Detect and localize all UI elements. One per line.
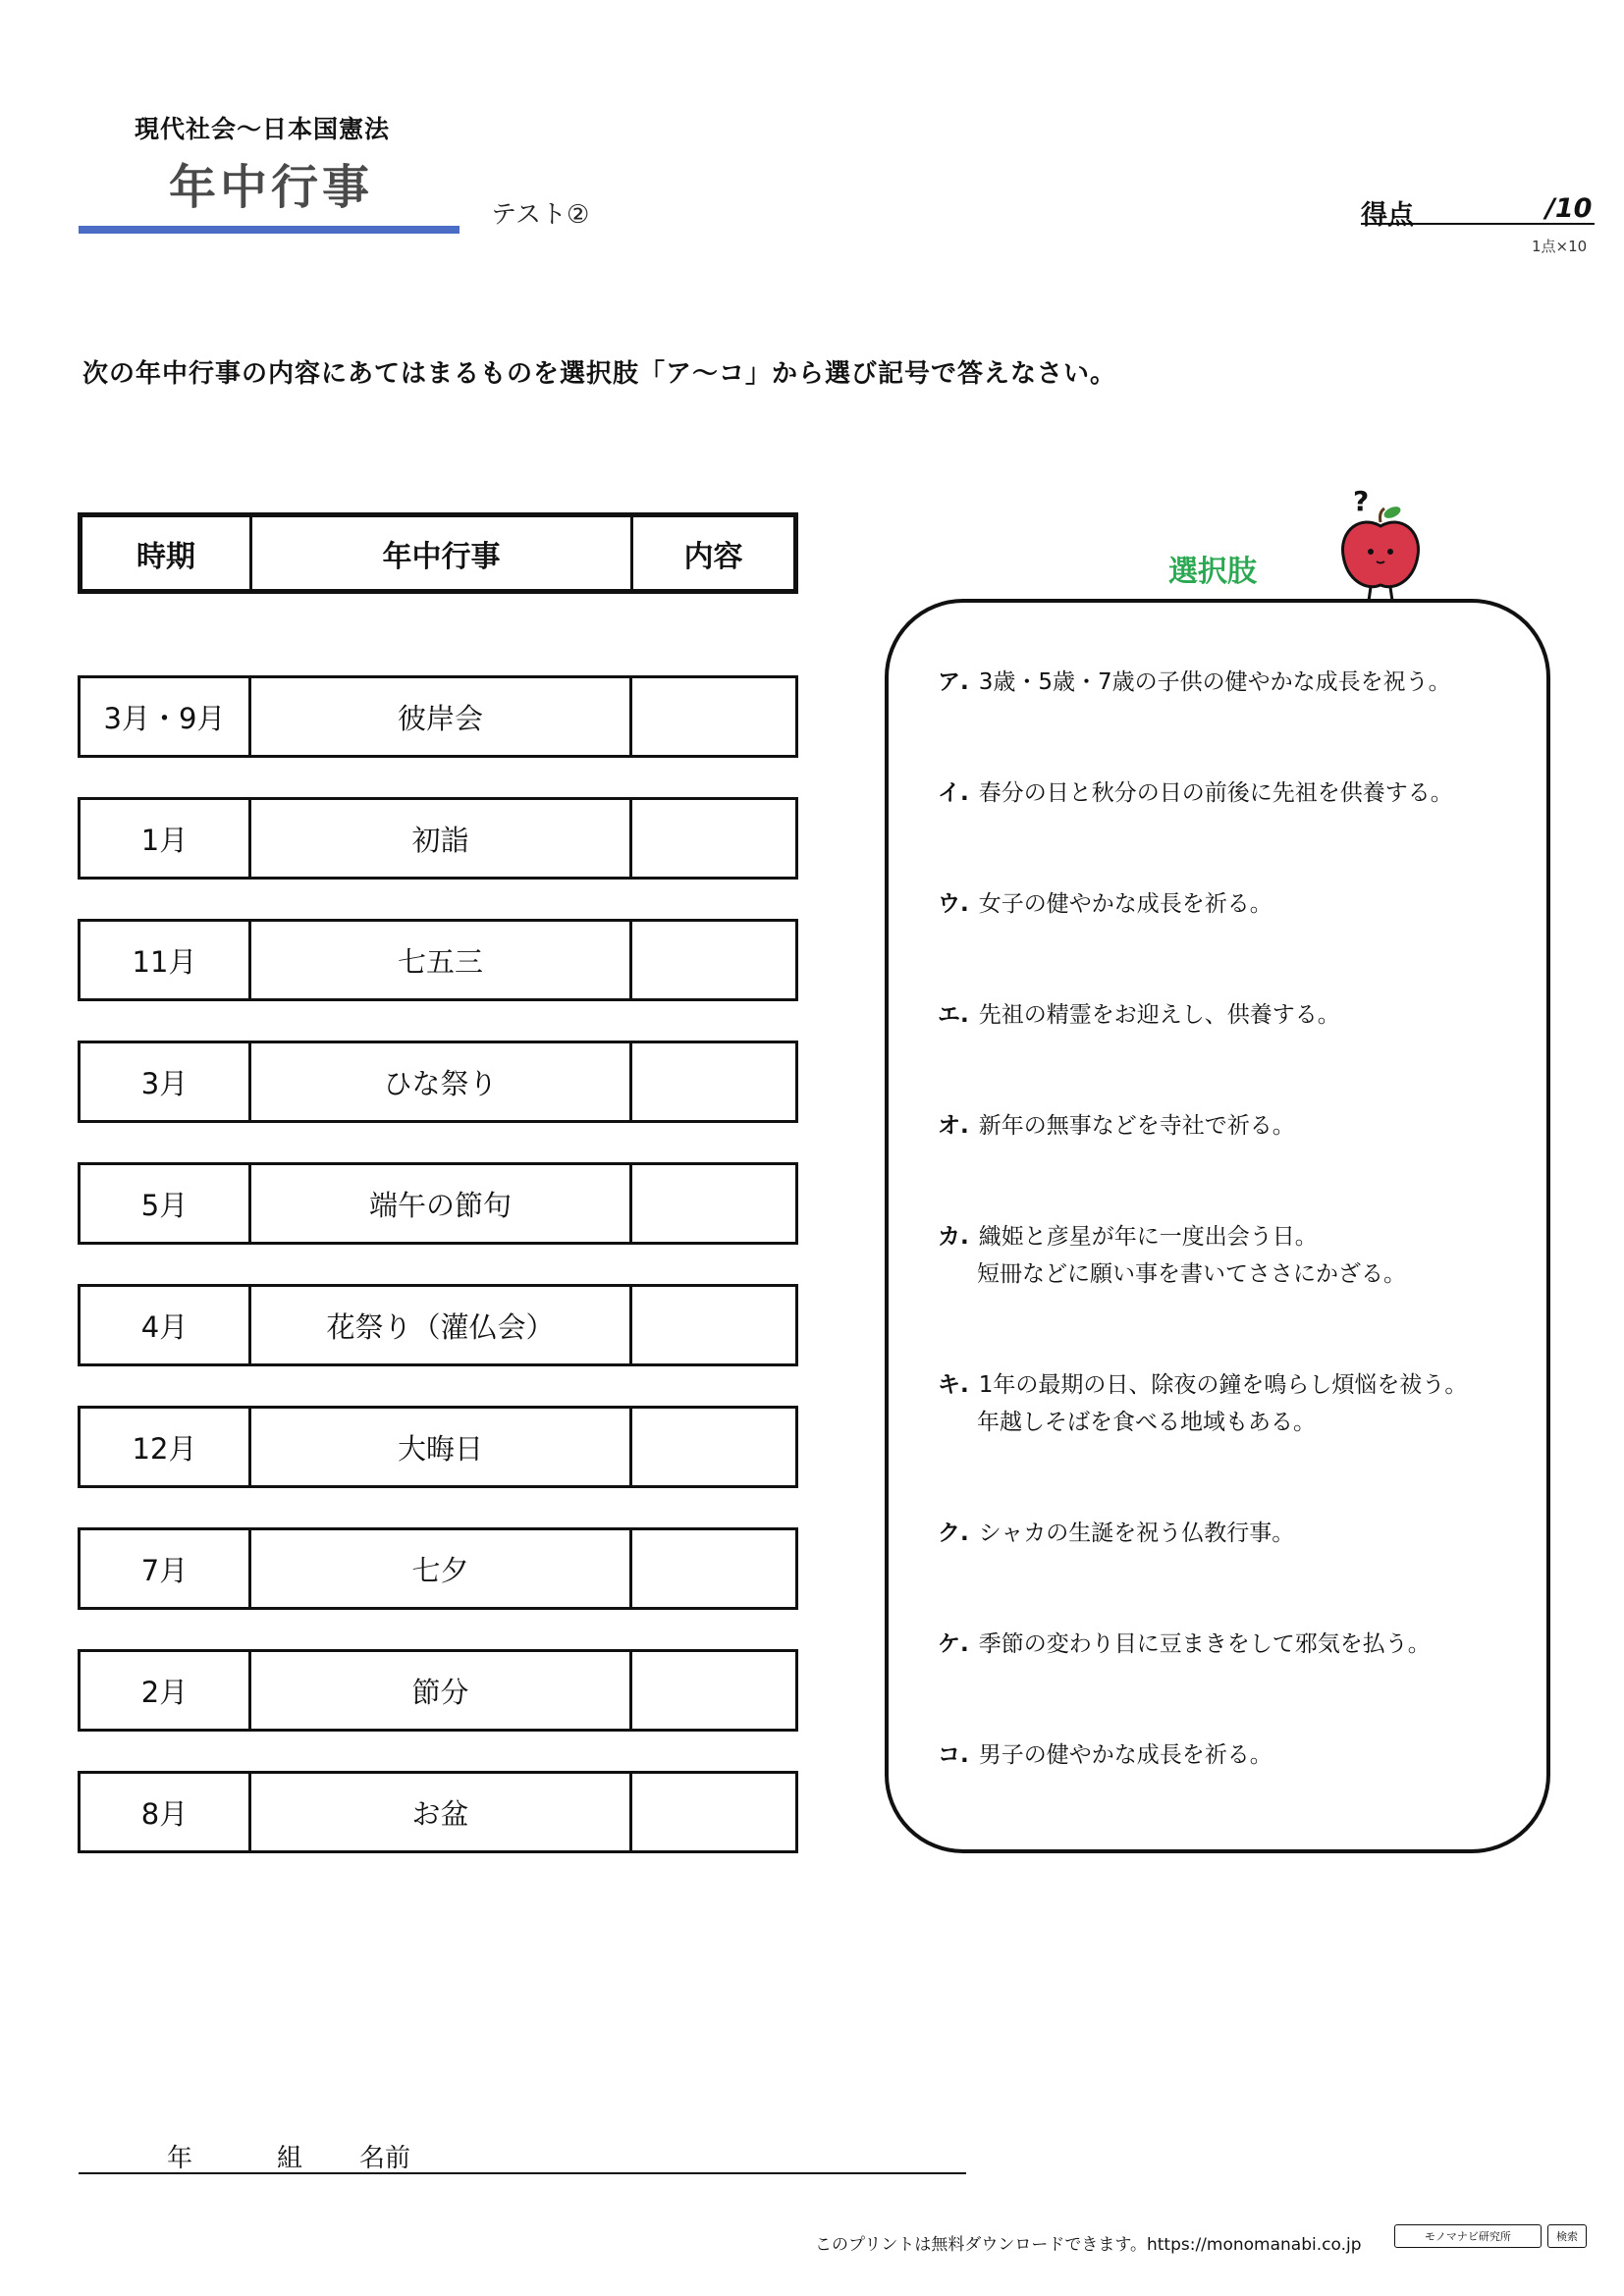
name-line <box>79 2172 966 2174</box>
choice-item <box>938 664 1451 701</box>
page-title: 年中行事 <box>169 160 374 215</box>
header-period: 時期 <box>82 517 252 589</box>
row-period: 2月 <box>81 1652 251 1729</box>
row-answer-box[interactable] <box>632 1409 795 1485</box>
choice-item <box>938 1515 1294 1552</box>
choice-text: 3歳・5歳・7歳の子供の健やかな成長を祝う。 <box>978 669 1451 695</box>
row-answer-box[interactable] <box>632 1165 795 1242</box>
choice-key: ア. <box>938 669 969 695</box>
year-label: 年 <box>167 2144 193 2173</box>
choice-item <box>938 1736 1272 1774</box>
header-answer: 内容 <box>683 539 743 574</box>
table-row <box>78 1527 798 1610</box>
name-label: 名前 <box>359 2144 411 2173</box>
table-row <box>78 797 798 880</box>
row-event: 初詣 <box>251 800 632 877</box>
choices-title: 選択肢 <box>1168 555 1257 589</box>
row-event: 節分 <box>251 1652 632 1729</box>
choice-item <box>938 774 1453 812</box>
row-period: 7月 <box>81 1530 251 1607</box>
choice-item <box>938 1366 1467 1441</box>
choice-text: 春分の日と秋分の日の前後に先祖を供養する。 <box>978 780 1453 806</box>
row-answer-box[interactable] <box>632 678 795 755</box>
title-underline <box>79 226 460 234</box>
table-row <box>78 675 798 758</box>
choice-text: 織姫と彦星が年に一度出会う日。 <box>978 1224 1318 1250</box>
table-row <box>78 1649 798 1732</box>
subject-label: 現代社会〜日本国憲法 <box>135 115 391 143</box>
row-period: 5月 <box>81 1165 251 1242</box>
choice-item <box>938 996 1340 1034</box>
lab-search-box: モノマナビ研究所 <box>1394 2224 1542 2248</box>
choice-item <box>938 885 1272 923</box>
table-row <box>78 1284 798 1366</box>
class-label: 組 <box>277 2144 303 2173</box>
choice-key: ケ. <box>938 1631 969 1657</box>
row-period: 3月・9月 <box>81 678 251 755</box>
header-event: 年中行事 <box>252 517 633 589</box>
choice-key: キ. <box>938 1372 969 1398</box>
print-note: このプリントは無料ダウンロードできます。https://monomanabi.co.jp <box>815 2235 1362 2255</box>
row-answer-box[interactable] <box>632 1287 795 1363</box>
row-answer-box[interactable] <box>632 1043 795 1120</box>
row-period: 1月 <box>81 800 251 877</box>
row-event: 端午の節句 <box>251 1165 632 1242</box>
choice-key: コ. <box>938 1742 969 1768</box>
choice-key: カ. <box>938 1224 969 1250</box>
choice-key: イ. <box>938 780 969 806</box>
choice-text-line2: 短冊などに願い事を書いてささにかざる。 <box>977 1261 1406 1287</box>
svg-text:?: ? <box>1353 487 1370 517</box>
score-label: 得点 <box>1361 200 1414 231</box>
row-event: ひな祭り <box>251 1043 632 1120</box>
table-row <box>78 919 798 1001</box>
row-period: 4月 <box>81 1287 251 1363</box>
choice-item <box>938 1626 1431 1663</box>
choice-text: 男子の健やかな成長を祈る。 <box>978 1742 1272 1768</box>
row-answer-box[interactable] <box>632 1774 795 1850</box>
row-answer-box[interactable] <box>632 1530 795 1607</box>
choice-text: 先祖の精霊をお迎えし、供養する。 <box>978 1002 1340 1028</box>
choice-text: 新年の無事などを寺社で祈る。 <box>978 1113 1295 1139</box>
choice-text: 女子の健やかな成長を祈る。 <box>978 891 1272 917</box>
table-header <box>78 512 798 594</box>
choice-key: エ. <box>938 1002 969 1028</box>
choice-key: ク. <box>938 1521 969 1546</box>
row-event: お盆 <box>251 1774 632 1850</box>
row-answer-box[interactable] <box>632 922 795 998</box>
test-label: テスト② <box>491 200 590 230</box>
score-note: 1点×10 <box>1532 238 1588 255</box>
instruction-text: 次の年中行事の内容にあてはまるものを選択肢「ア〜コ」から選び記号で答えなさい。 <box>82 359 1117 389</box>
row-period: 3月 <box>81 1043 251 1120</box>
row-period: 8月 <box>81 1774 251 1850</box>
choice-text: シャカの生誕を祝う仏教行事。 <box>978 1521 1295 1546</box>
table-row <box>78 1771 798 1853</box>
row-event: 花祭り（灌仏会） <box>251 1287 632 1363</box>
choice-text: 1年の最期の日、除夜の鐘を鳴らし煩悩を祓う。 <box>978 1372 1468 1398</box>
score-max: /10 <box>1545 193 1593 224</box>
choice-text: 季節の変わり目に豆まきをして邪気を払う。 <box>978 1631 1431 1657</box>
choice-item <box>938 1107 1295 1145</box>
choice-key: ウ. <box>938 891 969 917</box>
row-event: 七夕 <box>251 1530 632 1607</box>
choice-text-line2: 年越しそばを食べる地域もある。 <box>977 1410 1316 1435</box>
choice-key: オ. <box>938 1113 969 1139</box>
choice-item <box>938 1218 1406 1293</box>
row-period: 11月 <box>81 922 251 998</box>
row-event: 七五三 <box>251 922 632 998</box>
row-answer-box[interactable] <box>632 800 795 877</box>
table-row <box>78 1406 798 1488</box>
row-period: 12月 <box>81 1409 251 1485</box>
search-button: 検索 <box>1547 2224 1587 2248</box>
table-row <box>78 1162 798 1245</box>
table-row <box>78 1041 798 1123</box>
apple-mascot-icon <box>1333 487 1428 605</box>
row-event: 彼岸会 <box>251 678 632 755</box>
row-answer-box[interactable] <box>632 1652 795 1729</box>
row-event: 大晦日 <box>251 1409 632 1485</box>
